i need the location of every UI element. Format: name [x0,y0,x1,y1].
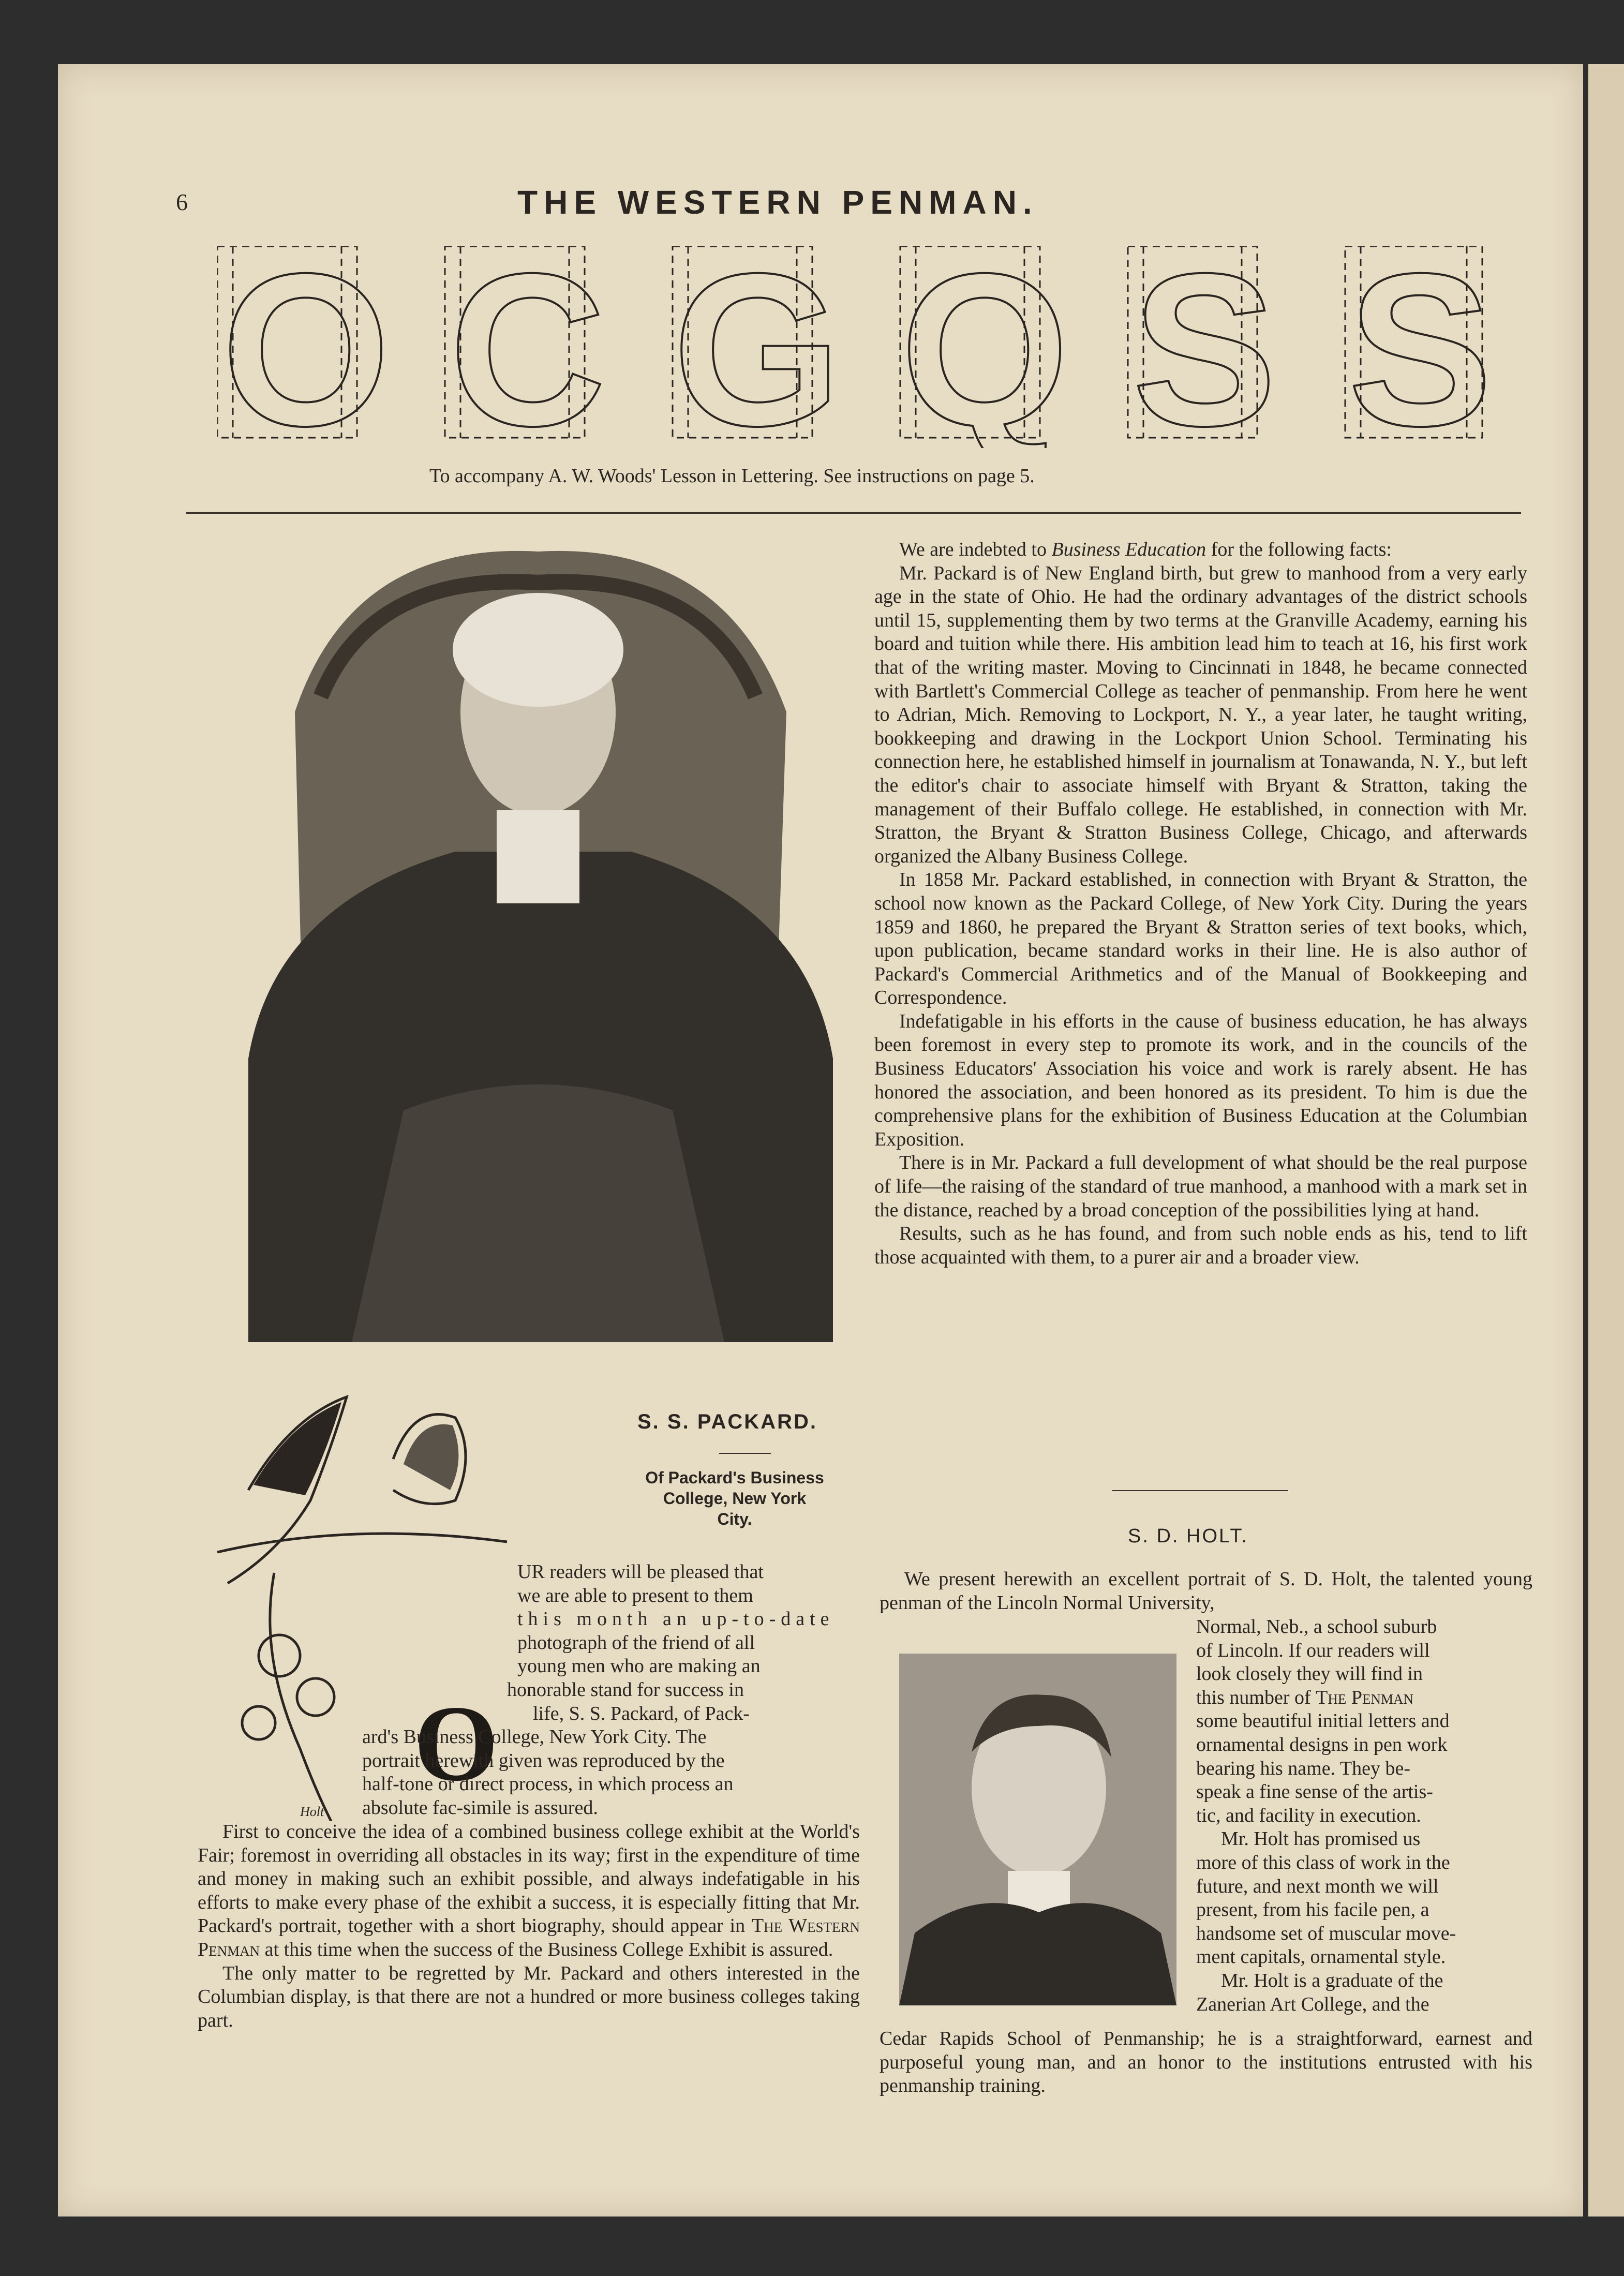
text-line: UR readers will be pleased that [517,1561,764,1583]
text-line: speak a fine sense of the artis- [1196,1781,1433,1803]
intro-source: Business Education [1051,539,1206,560]
packard-para2 [198,1820,860,2032]
journal-name: The Western Penman [198,1915,860,1960]
artist-signature: Holt [300,1804,324,1819]
holt-intro-text: We present herewith an excellent portrait of S. D. Holt, the talented young penman of the Lincoln Normal University, [880,1568,1532,1614]
packard-para1-top [507,1560,859,1725]
biography-paragraph: In 1858 Mr. Packard established, in connection with Bryant & Stratton, the school now known as the Packard College, of New York City. During the years 1859 and 1860, he prepared the Bryant & Stratton series of text books, which, upon publication, became standard works in their line. He is also author of Packard's Commercial Arithmetics and of the Manual of Bookkeeping and Correspondence. [874,869,1527,1009]
text-line: photograph of the friend of all [517,1631,755,1654]
packard-subtitle [610,1467,859,1529]
text-line: Normal, Neb., a school suburb [1196,1616,1437,1638]
biography-paragraph: Indefatigable in his efforts in the cause of business education, he has always been foremost in every step to promote its work, and in the councils of the Business Educators' Association his voice and work is rarely absent. He has honored the association, and been honored as its president. To him is due the comprehensive plans for the exhibition of Business Education at the Columbian Exposition. [874,1010,1527,1150]
text-line: portrait herewith given was reproduced by the [362,1749,725,1772]
text-line: this month an up-to-date [517,1608,835,1630]
text-line: present, from his facile pen, a [1196,1899,1429,1921]
biography-paragraph: Mr. Packard is of New England birth, but grew to manhood from a very early age in the state of Ohio. He had the ordinary advantages of the district schools until 15, supplementing them by two terms at the Granville Academy, earning his board and tuition while there. His ambition lead him to teach at 16, his first work that of the writing master. Moving to Cincinnati in 1848, he became connected with Bartlett's Commercial College as teacher of penmanship. From here he went to Adrian, Mich. Removing to Lockport, N. Y., a year later, he taught writing, bookkeeping and drawing in the Lockport Union School. Terminating his connection here, he established himself in journalism at Tonawanda, N. Y., but left the editor's chair to associate himself with Bryant & Stratton, taking the management of their Buffalo college. He established, in connection with Mr. Stratton, the Bryant & Stratton Business College, Chicago, and afterwards organized the Albany Business College. [874,562,1527,867]
text-line: ment capitals, ornamental style. [1196,1946,1446,1968]
text-line: Mr. Holt is a graduate of the [1221,1969,1443,1991]
letter-g: G [673,246,842,448]
packard-subtitle-line: City. [717,1510,752,1528]
text-line: we are able to present to them [517,1584,753,1606]
text-line: some beautiful initial letters and [1196,1710,1450,1732]
packard-heading: S. S. PACKARD. [637,1410,817,1433]
letter-s: S [1132,246,1277,448]
text-line: tic, and facility in execution. [1196,1804,1421,1826]
biography-column [874,538,1527,1269]
biography-paragraph: Results, such as he has found, and from such noble ends as his, tend to lift those acquainted with them, to a purer air and a broader view. [874,1223,1527,1268]
lettering-svg [217,246,1490,448]
text-line: ard's Business College, New York City. The [362,1726,707,1748]
holt-para3-end-text: Cedar Rapids School of Penmanship; he is a straightforward, earnest and purposeful young man, and an honor to the institutions entrusted with his penmanship training. [880,2028,1532,2097]
text-line: young men who are making an [517,1655,761,1677]
packard-para2-text: First to conceive the idea of a combined business college exhibit at the World's Fair; foremost in overriding all obstacles in its way; first in the expenditure of time and money in making such an exhibit possible, and always indefatigable in his efforts to make every phase of the exhibit a success, it is especially fitting that Mr. Packard's portrait, together with a short biography, should appear in [198,1821,860,1937]
page-title: THE WESTERN PENMAN. [517,184,1038,221]
page-spine [1588,64,1624,2217]
text-line: handsome set of muscular move- [1196,1922,1456,1944]
holt-para3-end [880,2027,1532,2098]
holt-section-rule [1112,1490,1288,1491]
text-line: bearing his name. They be- [1196,1757,1410,1779]
text-line: more of this class of work in the [1196,1851,1450,1873]
text-line: Mr. Holt has promised us [1221,1828,1421,1850]
text-line: ornamental designs in pen work [1196,1733,1448,1756]
text-line: future, and next month we will [1196,1875,1439,1897]
lettering-caption: To accompany A. W. Woods' Lesson in Lettering. See instructions on page 5. [429,465,1035,487]
text-line: of Lincoln. If our readers will [1196,1639,1430,1661]
packard-portrait [248,541,833,1342]
text-line: absolute fac-simile is assured. [362,1796,598,1819]
intro-prefix: We are indebted to [899,539,1047,560]
text-line [1196,1686,1532,1710]
packard-heading-rule [719,1453,771,1454]
holt-portrait-svg [899,1654,1176,2005]
holt-intro [880,1568,1532,1615]
letter-s-wide: S [1348,246,1490,448]
holt-heading: S. D. HOLT. [1128,1525,1248,1547]
packard-portrait-svg [248,541,833,1342]
text-line: Zanerian Art College, and the [1196,1993,1429,2015]
text-line: honorable stand for success in [507,1678,744,1701]
packard-subtitle-line: Of Packard's Business [645,1468,824,1487]
holt-text-fragment: this number of [1196,1686,1311,1708]
packard-para2-end: at this time when the success of the Business College Exhibit is assured. [264,1938,833,1960]
header-rule [186,512,1521,514]
holt-para1 [1196,1615,1532,2016]
page-number: 6 [176,189,188,215]
text-line: look closely they will find in [1196,1663,1423,1685]
packard-subtitle-line: College, New York [663,1489,807,1508]
letter-c: C [449,246,606,448]
text-line: life, S. S. Packard, of Pack- [533,1702,750,1724]
packard-para1-bottom [362,1725,859,1820]
holt-portrait [899,1654,1176,2005]
lettering-plate [217,246,1490,448]
biography-paragraph: There is in Mr. Packard a full development of what should be the real purpose of life—the raising of the standard of true manhood, a manhood with a mark set in the distance, reached by a broad conception of the possibilities lying at hand. [874,1152,1527,1221]
journal-name: The Penman [1316,1686,1413,1708]
intro-suffix: for the following facts: [1211,539,1392,560]
text-line: half-tone or direct process, in which process an [362,1773,734,1795]
letter-o: O [221,246,391,448]
packard-para3: The only matter to be regretted by Mr. Packard and others interested in the Columbian display, is that there are not a hundred or more business colleges taking part. [198,1962,860,2031]
drop-cap: O [414,1684,499,1804]
letter-q: Q [900,246,1069,448]
